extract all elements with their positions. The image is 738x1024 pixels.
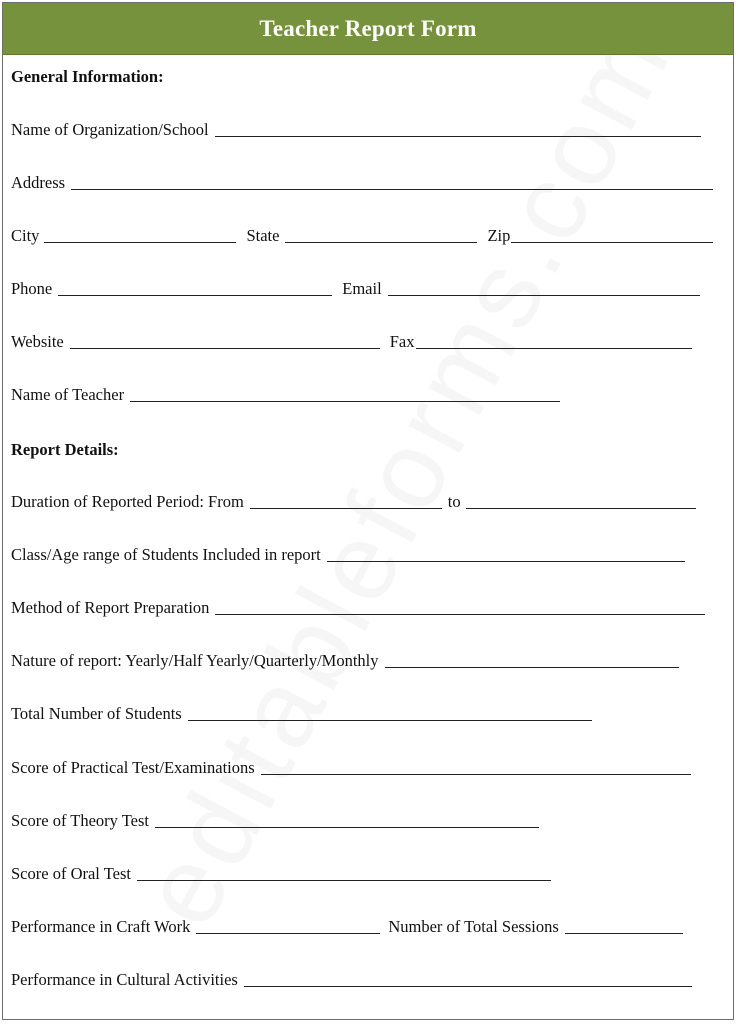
duration-row	[11, 490, 725, 512]
cultural-label: Performance in Cultural Activities	[11, 970, 238, 989]
students-row	[11, 702, 725, 724]
craft-sessions-row	[11, 915, 725, 937]
theory-label: Score of Theory Test	[11, 811, 149, 830]
cultural-row	[11, 968, 725, 990]
teacher-label: Name of Teacher	[11, 385, 125, 404]
city-field[interactable]	[44, 242, 236, 243]
website-label: Website	[11, 332, 64, 351]
form-title: Teacher Report Form	[259, 15, 477, 41]
form-frame	[2, 2, 734, 1020]
cultural-field[interactable]	[244, 986, 692, 987]
oral-field[interactable]	[137, 880, 551, 881]
practical-row	[11, 756, 725, 778]
email-field[interactable]	[388, 295, 700, 296]
email-label: Email	[342, 279, 382, 298]
teacher-row	[11, 383, 725, 405]
nature-field[interactable]	[385, 667, 679, 668]
students-field[interactable]	[188, 720, 592, 721]
method-label: Method of Report Preparation	[11, 598, 210, 617]
address-field[interactable]	[71, 189, 713, 190]
website-field[interactable]	[70, 348, 380, 349]
city-label: City	[11, 226, 40, 245]
duration-from-field[interactable]	[250, 508, 442, 509]
city-state-zip-row	[11, 224, 725, 246]
fax-field[interactable]	[416, 348, 692, 349]
class-field[interactable]	[327, 561, 685, 562]
duration-to-field[interactable]	[466, 508, 696, 509]
website-fax-row	[11, 330, 725, 352]
teacher-field[interactable]	[130, 401, 560, 402]
to-label: to	[447, 492, 461, 511]
address-row	[11, 171, 725, 193]
org-row	[11, 118, 725, 140]
sessions-label: Number of Total Sessions	[388, 917, 559, 936]
nature-label: Nature of report: Yearly/Half Yearly/Quarterly/Monthly	[11, 651, 379, 670]
oral-label: Score of Oral Test	[11, 864, 131, 883]
students-label: Total Number of Students	[11, 704, 182, 723]
class-row	[11, 543, 725, 565]
craft-label: Performance in Craft Work	[11, 917, 191, 936]
sessions-field[interactable]	[565, 933, 683, 934]
address-label: Address	[11, 173, 66, 192]
theory-field[interactable]	[155, 827, 539, 828]
method-row	[11, 596, 725, 618]
phone-field[interactable]	[58, 295, 332, 296]
practical-label: Score of Practical Test/Examinations	[11, 758, 255, 777]
state-label: State	[246, 226, 280, 245]
form-header	[3, 3, 733, 55]
zip-field[interactable]	[511, 242, 713, 243]
report-details-heading: Report Details:	[11, 440, 119, 459]
class-label: Class/Age range of Students Included in report	[11, 545, 321, 564]
practical-field[interactable]	[261, 774, 691, 775]
org-label: Name of Organization/School	[11, 120, 209, 139]
general-information-heading: General Information:	[11, 67, 164, 86]
oral-row	[11, 862, 725, 884]
phone-email-row	[11, 277, 725, 299]
duration-label: Duration of Reported Period: From	[11, 492, 244, 511]
phone-label: Phone	[11, 279, 53, 298]
org-field[interactable]	[215, 136, 701, 137]
state-field[interactable]	[285, 242, 477, 243]
nature-row	[11, 649, 725, 671]
theory-row	[11, 809, 725, 831]
fax-label: Fax	[389, 332, 415, 351]
method-field[interactable]	[215, 614, 705, 615]
craft-field[interactable]	[196, 933, 380, 934]
zip-label: Zip	[487, 226, 511, 245]
